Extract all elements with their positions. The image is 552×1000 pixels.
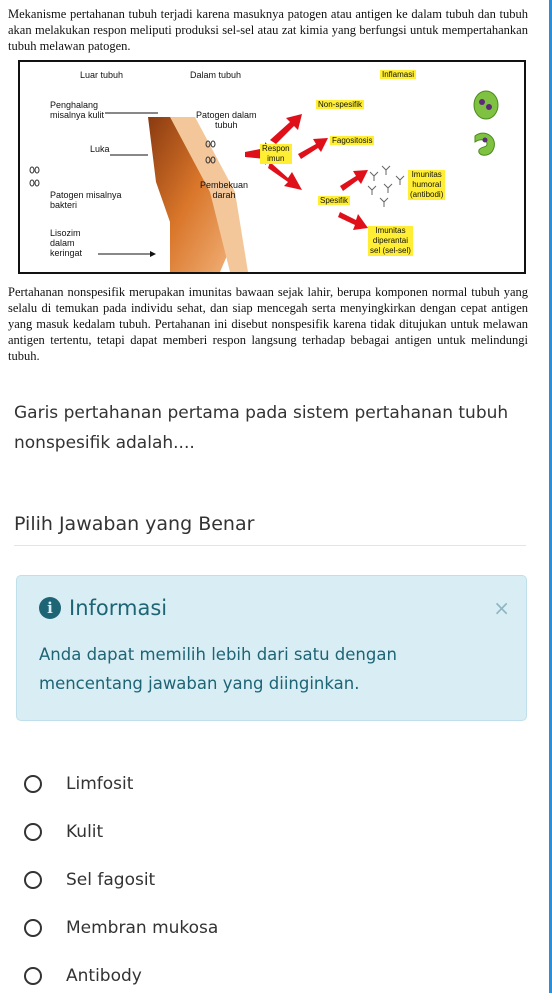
label-patogen-dalam-tubuh: Patogen dalam tubuh: [196, 110, 257, 130]
arrow-to-fagositosis: [298, 138, 328, 159]
info-text: Anda dapat memilih lebih dari satu dengan mencentang jawaban yang diinginkan.: [39, 645, 397, 693]
label-pembekuan-darah: Pembekuan darah: [200, 180, 249, 200]
info-icon: i: [39, 597, 61, 619]
checkbox-circle[interactable]: [24, 967, 42, 985]
info-title-text: Informasi: [69, 596, 168, 620]
option-sel-fagosit[interactable]: [24, 856, 218, 904]
answer-section-title: Pilih Jawaban yang Benar: [14, 513, 526, 546]
red-arrows: [245, 114, 368, 230]
label-imunitas-humoral: Imunitas humoral (antibodi): [410, 170, 444, 199]
checkbox-circle[interactable]: [24, 823, 42, 841]
arrow-to-imunitas-sel: [338, 212, 368, 230]
intro-text: Mekanisme pertahanan tubuh terjadi karena masuknya patogen atau antigen ke dalam tubuh dan tubuh akan melakukan respon meliputi produksi sel-sel atau zat kimia yang berfungsi untuk mempertahankan tubuh melawan patogen.: [8, 7, 528, 53]
option-label: Limfosit: [66, 774, 134, 794]
label-luar-tubuh: Luar tubuh: [80, 70, 124, 80]
question-text: Garis pertahanan pertama pada sistem pertahanan tubuh nonspesifik adalah....: [14, 403, 509, 453]
label-respon-imun: Respon imun: [262, 144, 290, 163]
lisozim-arrowhead: [150, 251, 156, 257]
option-kulit[interactable]: [24, 808, 218, 856]
diagram-graphics: [20, 62, 524, 272]
arrow-to-humoral: [340, 170, 368, 191]
option-label: Sel fagosit: [66, 870, 156, 890]
arrow-to-nonspesifik: [270, 114, 302, 144]
label-dalam-tubuh: Dalam tubuh: [190, 70, 242, 80]
checkbox-circle[interactable]: [24, 919, 42, 937]
checkbox-circle[interactable]: [24, 871, 42, 889]
arrow-to-spesifik: [268, 162, 302, 190]
inflamasi-cell: [474, 91, 498, 119]
info-title: [39, 596, 167, 620]
label-imunitas-sel: Imunitas diperantai sel (sel-sel): [370, 226, 411, 255]
label-lisozim: Lisozim dalam keringat: [50, 228, 83, 258]
label-inflamasi: Inflamasi: [382, 70, 415, 79]
label-non-spesifik: Non-spesifik: [318, 100, 363, 109]
explanation-paragraph: Pertahanan nonspesifik merupakan imunitas bawaan sejak lahir, berupa komponen normal tubuh yang selalu di temukan pada individu sehat, dan siap mencegah serta menyingkirkan dengan cepat antigen yang masuk kedalam tubuh. Pertahanan ini disebut nonspesifik karena tidak ditujukan untuk melawan antigen tertentu, tetapi dapat memberi respon langsung terhadap bebagai antigen untuk melindungi tubuh.: [8, 285, 528, 363]
label-fagositosis: Fagositosis: [332, 136, 373, 145]
option-label: Kulit: [66, 822, 104, 842]
option-label: Antibody: [66, 966, 142, 986]
answer-options: [24, 760, 218, 1000]
antibody-shapes: [368, 166, 404, 207]
immune-diagram: [18, 60, 526, 274]
checkbox-circle[interactable]: [24, 775, 42, 793]
info-alert: [16, 575, 527, 721]
option-limfosit[interactable]: [24, 760, 218, 808]
option-membran-mukosa[interactable]: [24, 904, 218, 952]
close-icon[interactable]: ×: [493, 596, 510, 620]
label-penghalang: Penghalang misalnya kulit: [50, 100, 105, 120]
label-spesifik: Spesifik: [320, 196, 349, 205]
fagositosis-cell: [475, 133, 494, 155]
label-luka: Luka: [90, 144, 110, 154]
option-label: Membran mukosa: [66, 918, 219, 938]
label-patogen: Patogen misalnya bakteri: [50, 190, 122, 210]
